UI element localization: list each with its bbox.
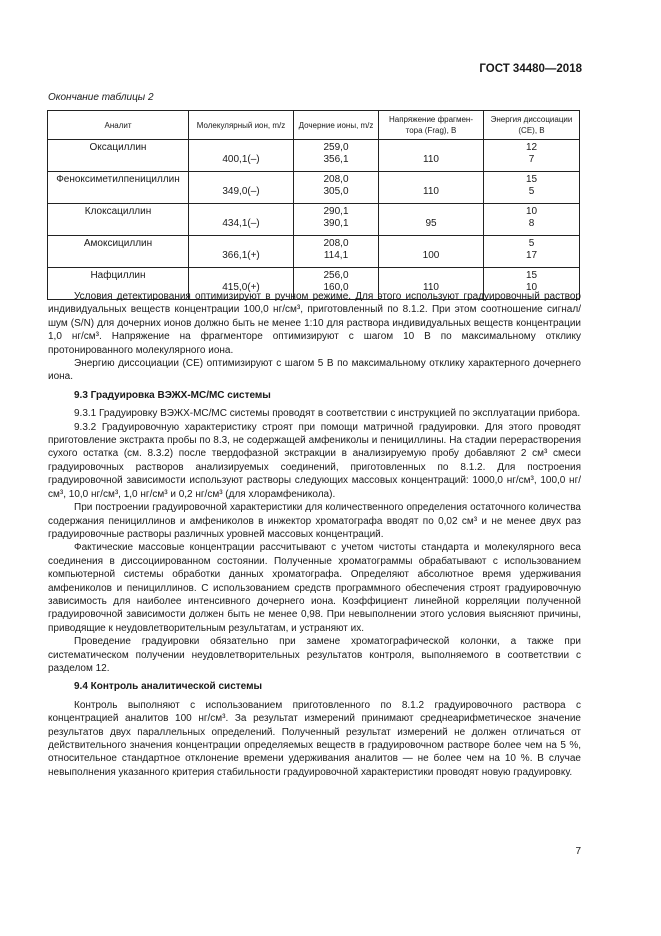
daughter-ions: 259,0 356,1 <box>294 140 379 172</box>
daughter-ions: 290,1 390,1 <box>294 204 379 236</box>
collision-energy: 12 7 <box>484 140 580 172</box>
fragmentor-voltage: 100 <box>379 236 484 268</box>
collision-energy: 10 8 <box>484 204 580 236</box>
paragraph: 9.3.1 Градуировку ВЭЖХ-МС/МС системы проводят в соответствии с инструкцией по эксплуатации прибора. <box>74 408 581 420</box>
section-heading-9-3: 9.3 Градуировка ВЭЖХ-МС/МС системы <box>74 389 271 401</box>
molecular-ion: 400,1(–) <box>189 140 294 172</box>
paragraph: Фактические массовые концентрации рассчитывают с учетом чистоты стандарта и молекулярного веса соединения в диссоциированном состоянии. Полученные хроматограммы обрабатывают с использованием компьютерной системы обработки данных хроматографа. Определяют абсолютное время удерживания амфениколов и пенициллинов. С использованием средств программного обеспечения строят градуировочную зависимость для наиболее интенсивного дочернего иона. Коэффициент линейной корреляции полученной градуировочной зависимости должен быть не менее 0,98. При невыполнении этого условия выясняют причины, приводящие к неудовлетворительным результатам, и устраняют их. <box>48 542 581 634</box>
paragraph: Энергию диссоциации (CE) оптимизируют с шагом 5 В по максимальному отклику характерного дочернего иона. <box>48 358 581 383</box>
analyte-name: Оксациллин <box>48 140 189 172</box>
molecular-ion: 349,0(–) <box>189 172 294 204</box>
body-text <box>48 290 581 779</box>
molecular-ion: 434,1(–) <box>189 204 294 236</box>
table-row <box>48 236 580 268</box>
paragraph: При построении градуировочной характеристики для количественного определения остаточного количества содержания пенициллинов и амфениколов в инжектор хроматографа вводят по 0,02 см³ и не менее двух раз градуировочные растворы различных уровней массовых концентраций. <box>48 502 581 540</box>
collision-energy: 15 10 <box>484 268 580 300</box>
fragmentor-voltage: 95 <box>379 204 484 236</box>
header-molecular-ion: Молекулярный ион, m/z <box>189 111 294 140</box>
header-collision-energy: Энергия диссоциации (CE), В <box>484 111 580 140</box>
paragraph: 9.3.2 Градуировочную характеристику строят при помощи матричной градуировки. Для этого проводят приготовление экстракта пробы по 8.3, не содержащей амфениколы и пенициллины. На стадии перерастворения сухого остатка (см. 8.3.2) после твердофазной экстракции в анализируемую пробу добавляют 2 см³ смеси градуировочных растворов анализируемых соединений, приготовленных по 8.1.2. Для построения градуировочной зависимости используют растворы следующих массовых концентраций: 1000,0 нг/см³, 100,0 нг/см³, 10,0 нг/см³, 1,0 нг/см³ и 0,2 нг/см³ (для хлорамфеникола). <box>48 421 581 500</box>
analyte-name: Амоксициллин <box>48 236 189 268</box>
section-heading-9-4: 9.4 Контроль аналитической системы <box>74 681 263 693</box>
header-analyte: Аналит <box>48 111 189 140</box>
analyte-name: Клоксациллин <box>48 204 189 236</box>
table-row <box>48 140 580 172</box>
standard-number: ГОСТ 34480—2018 <box>479 63 582 75</box>
parameters-table <box>47 110 580 300</box>
header-daughter-ions: Дочерние ионы, m/z <box>294 111 379 140</box>
table-caption: Окончание таблицы 2 <box>48 92 154 103</box>
fragmentor-voltage: 110 <box>379 140 484 172</box>
analyte-name: Феноксиметилпенициллин <box>48 172 189 204</box>
header-fragmentor-voltage: Напряжение фрагмен-тора (Frag), В <box>379 111 484 140</box>
collision-energy: 15 5 <box>484 172 580 204</box>
table-row <box>48 172 580 204</box>
daughter-ions: 208,0 114,1 <box>294 236 379 268</box>
paragraph: Контроль выполняют с использованием приготовленного по 8.1.2 градуировочного раствора с концентрацией аналитов 100 нг/см³. За результат измерений принимают среднеарифметическое значение результатов двух параллельных определений. Полученный результат измерений не должен отличаться от действительного значения концентрации определяемых веществ в градуировочном растворе более чем на 5 %, относительное стандартное отклонение времени удерживания аналитов — не более чем на 10 %. В случае невыполнения указанного критерия стабильности градуировочной характеристики проводят новую градуировку. <box>48 699 581 778</box>
fragmentor-voltage: 110 <box>379 172 484 204</box>
collision-energy: 5 17 <box>484 236 580 268</box>
paragraph: Проведение градуировки обязательно при замене хроматографической колонки, а также при систематическом получении неудовлетворительных результатов контроля, выполняемого в соответствии с разделом 12. <box>48 636 581 674</box>
molecular-ion: 366,1(+) <box>189 236 294 268</box>
table-row <box>48 204 580 236</box>
daughter-ions: 208,0 305,0 <box>294 172 379 204</box>
molecular-ion: 415,0(+) <box>189 268 294 300</box>
page-number: 7 <box>575 846 581 857</box>
fragmentor-voltage: 110 <box>379 268 484 300</box>
paragraph: Условия детектирования оптимизируют в ручном режиме. Для этого используют градуировочный раствор индивидуальных веществ концентрации 100,0 нг/см³, приготовленный по 8.1.2. При этом соотношение сигнал/шум (S/N) для дочерних ионов должно быть не менее 1:10 для раствора индивидуальных веществ концентрации 1,0 нг/см³. Напряжение на фрагменторе оптимизируют с шагом 10 В по максимальному отклику протонированного молекулярного иона. <box>48 291 581 356</box>
analyte-name: Нафциллин <box>48 268 189 300</box>
daughter-ions: 256,0 160,0 <box>294 268 379 300</box>
